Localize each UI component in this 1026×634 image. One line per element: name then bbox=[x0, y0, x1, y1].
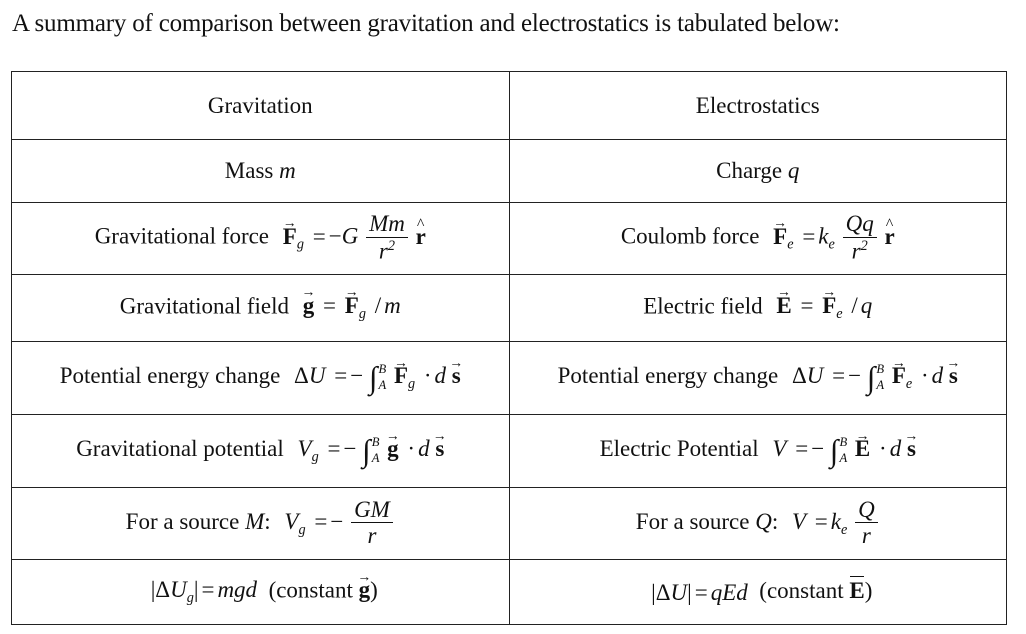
equation-electric-potential: V = − ∫ B A → E · d → s bbox=[772, 435, 916, 467]
label-for-a-source: For a source bbox=[635, 508, 750, 534]
cell-electric-source: For a source Q: $V = k_e$ $\frac{Q}{r}$ bbox=[509, 488, 1007, 560]
equation-gravitational-mgd: $|\Delta U_g|$ = mgd bbox=[150, 577, 258, 606]
cell-electric-field bbox=[509, 275, 1007, 342]
equation-gravitational-source: $V_g$ = − $\frac{GM}{r}$ bbox=[284, 498, 394, 550]
cell-gravitational-force bbox=[12, 203, 510, 275]
table-row bbox=[12, 203, 1007, 275]
table-row bbox=[12, 560, 1007, 625]
equation-electric-field: → E = → $F_e$ / q bbox=[776, 293, 872, 323]
label-electric-field: Electric field bbox=[643, 293, 763, 319]
label-constant: (constant bbox=[759, 578, 844, 604]
cell-gravitational-potential bbox=[12, 415, 510, 488]
label-mass: Mass bbox=[224, 158, 274, 183]
cell-gravitational-source: For a source M: $V_g$ = − $\frac{GM}{r}$ bbox=[12, 488, 510, 560]
header-gravitation: Gravitation bbox=[12, 72, 510, 140]
label-constant: (constant bbox=[268, 577, 353, 603]
cell-gravitational-potential-energy bbox=[12, 342, 510, 415]
label-coulomb-force: Coulomb force bbox=[620, 223, 760, 249]
cell-gravitational-field bbox=[12, 275, 510, 342]
symbol-q: q bbox=[787, 158, 800, 183]
equation-gravitational-potential-energy: ΔU = − ∫ B A → $F_g \cdot d \to s$ bbox=[294, 362, 461, 394]
cell-electric-constant-field: |ΔU| = qEd (constant E) bbox=[509, 560, 1007, 625]
cell-electric-potential bbox=[509, 415, 1007, 488]
table-row bbox=[12, 140, 1007, 203]
equation-gravitational-force: → $F_g = -G$ $\frac{Mm}{r^2}$ ^ r bbox=[283, 212, 426, 264]
equation-electric-qed: |ΔU| = qEd bbox=[651, 579, 748, 605]
equation-electric-source: $V = k_e$ $\frac{Q}{r}$ bbox=[792, 498, 880, 550]
cell-charge bbox=[509, 140, 1007, 203]
symbol-m: m bbox=[279, 158, 296, 183]
cell-mass bbox=[12, 140, 510, 203]
comparison-table bbox=[11, 71, 1007, 625]
label-for-a-source: For a source bbox=[125, 508, 240, 534]
cell-gravitational-constant-field: $|\Delta U_g|$ = mgd (constant → g) bbox=[12, 560, 510, 625]
label-charge: Charge bbox=[716, 158, 783, 183]
equation-gravitational-potential: $V_g$ = − ∫ B A → g · d → s bbox=[298, 435, 445, 467]
cell-coulomb-force bbox=[509, 203, 1007, 275]
equation-electric-potential-energy: ΔU = − ∫ B A → $F_e \cdot d \to s$ bbox=[792, 362, 958, 394]
table-header-row bbox=[12, 72, 1007, 140]
label-potential-energy-change: Potential energy change bbox=[557, 363, 779, 389]
label-gravitational-field: Gravitational field bbox=[119, 293, 290, 319]
header-electrostatics: Electrostatics bbox=[509, 72, 1007, 140]
table-row bbox=[12, 415, 1007, 488]
intro-text: A summary of comparison between gravitation and electrostatics is tabulated below: bbox=[12, 10, 840, 37]
equation-gravitational-field: → g = → $F_g$ / m bbox=[303, 293, 401, 323]
label-potential-energy-change: Potential energy change bbox=[59, 363, 281, 389]
table-row bbox=[12, 342, 1007, 415]
table-row bbox=[12, 275, 1007, 342]
label-electric-potential: Electric Potential bbox=[599, 436, 759, 462]
cell-electric-potential-energy bbox=[509, 342, 1007, 415]
label-gravitational-force: Gravitational force bbox=[94, 223, 270, 249]
equation-coulomb-force: → $F_e = k_e$ $\frac{Qq}{r^2}$ ^ r bbox=[773, 212, 895, 264]
label-gravitational-potential: Gravitational potential bbox=[76, 436, 284, 462]
table-row bbox=[12, 488, 1007, 560]
